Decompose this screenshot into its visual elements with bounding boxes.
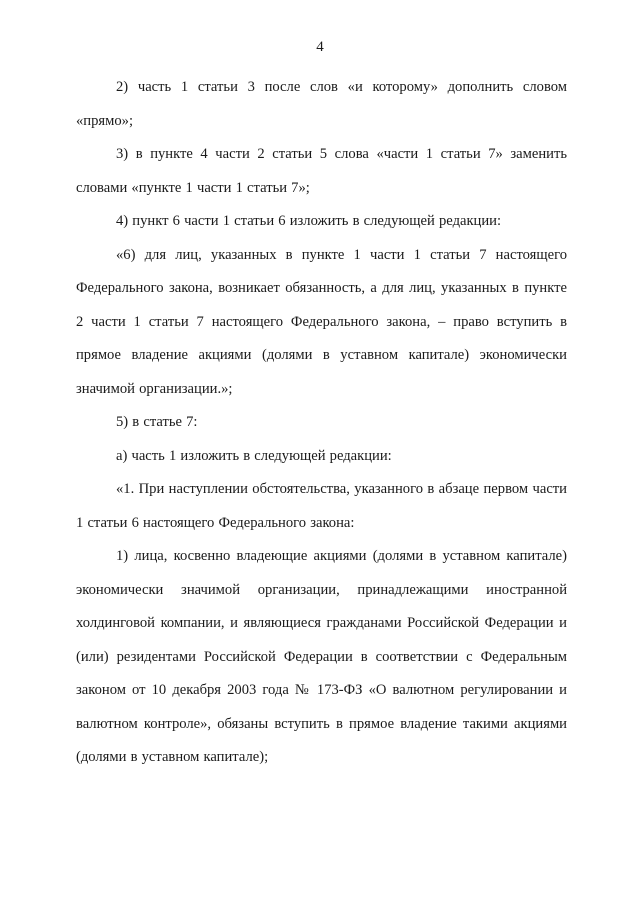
- paragraph-item-5: 5) в статье 7:: [116, 414, 198, 430]
- document-body: [76, 71, 567, 775]
- paragraph-quoted-6: «6) для лиц, указанных в пункте 1 части 1 статьи 7 настоящего Федерального закона, возникает обязанность, а для лиц, указанных в пункте 2 части 1 статьи 7 настоящего Федерального закона, – право вступить в прямое владение акциями (долями в уставном капитале) экономически значимой организации.»;: [76, 246, 567, 397]
- paragraph-subitem-1: 1) лица, косвенно владеющие акциями (долями в уставном капитале) экономически значимой организации, принадлежащими иностранной холдинговой компании, и являющиеся гражданами Российской Федерации и (или) резидентами Российской Федерации в соответствии с Федеральным законом от 10 декабря 2003 года № 173-ФЗ «О валютном регулировании и валютном контроле», обязаны вступить в прямое владение такими акциями (долями в уставном капитале);: [76, 548, 567, 765]
- page-number: 4: [316, 39, 324, 55]
- paragraph-subitem-a: а) часть 1 изложить в следующей редакции:: [116, 447, 392, 464]
- paragraph-item-3: 3) в пункте 4 части 2 статьи 5 слова «части 1 статьи 7» заменить словами «пункте 1 части 1 статьи 7»;: [76, 146, 567, 196]
- paragraph-item-4: 4) пункт 6 части 1 статьи 6 изложить в следующей редакции:: [116, 213, 502, 229]
- paragraph-quoted-1: «1. При наступлении обстоятельства, указанного в абзаце первом части 1 статьи 6 настоящего Федерального закона:: [76, 481, 567, 531]
- paragraph-item-2: 2) часть 1 статьи 3 после слов «и которому» дополнить словом «прямо»;: [76, 79, 567, 129]
